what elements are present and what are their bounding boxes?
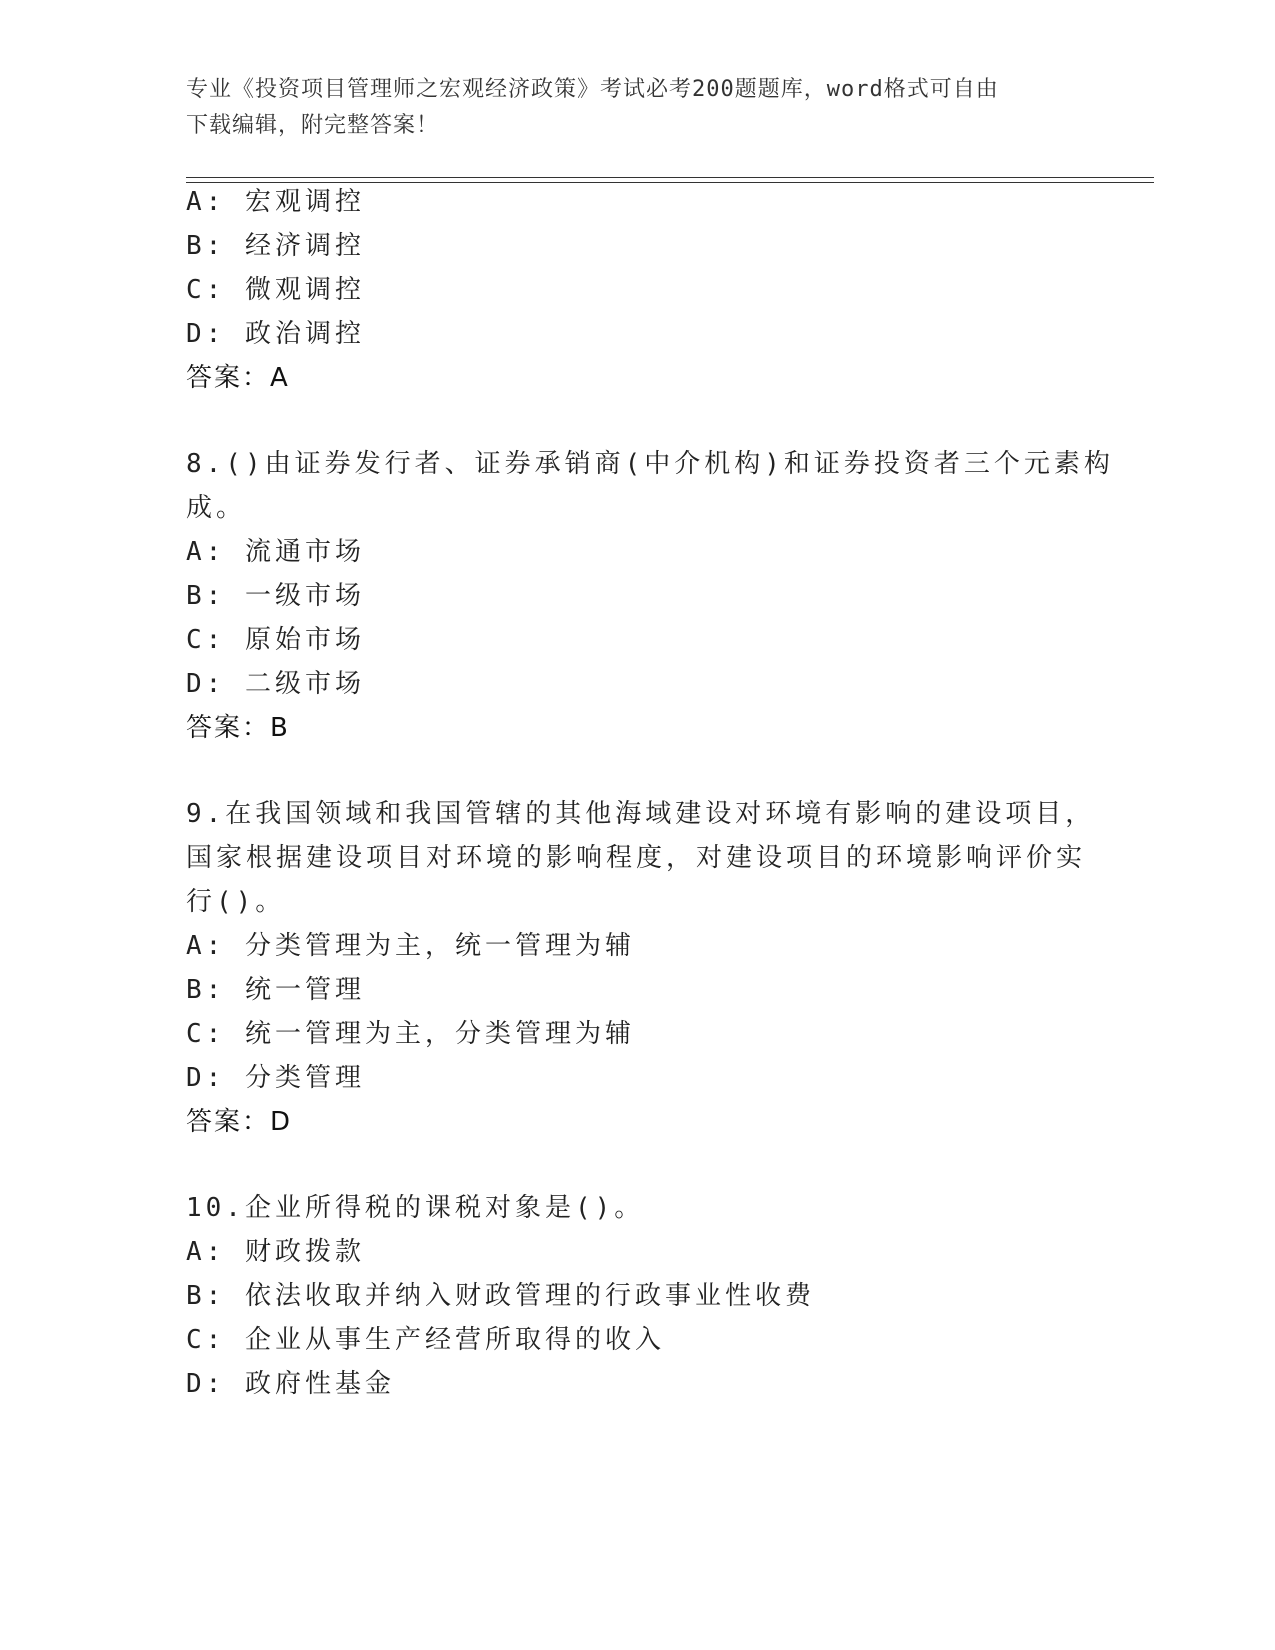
q8-option-c: C: 原始市场 (186, 625, 365, 655)
q10-option-b: B: 依法收取并纳入财政管理的行政事业性收费 (186, 1281, 815, 1311)
q7-option-d: D: 政治调控 (186, 319, 365, 349)
q9-stem-line-1: 9.在我国领域和我国管辖的其他海域建设对环境有影响的建设项目， (186, 799, 1096, 829)
q7-option-b: B: 经济调控 (186, 231, 365, 261)
q7-answer: 答案：A (186, 363, 290, 393)
q10-option-a: A: 财政拨款 (186, 1237, 365, 1267)
q8-stem-line-2: 成。 (186, 493, 247, 523)
header-divider-bottom (186, 182, 1154, 183)
q9-option-b: B: 统一管理 (186, 975, 365, 1005)
q10-option-c: C: 企业从事生产经营所取得的收入 (186, 1325, 665, 1355)
q8-option-a: A: 流通市场 (186, 537, 365, 567)
q8-option-b: B: 一级市场 (186, 581, 365, 611)
q9-stem-line-2: 国家根据建设项目对环境的影响程度，对建设项目的环境影响评价实 (186, 843, 1087, 873)
q9-stem-line-3: 行()。 (186, 887, 286, 917)
document-header (186, 72, 1086, 144)
q10-stem-line-1: 10.企业所得税的课税对象是()。 (186, 1193, 645, 1223)
q8-answer: 答案：B (186, 713, 290, 743)
q9-option-a: A: 分类管理为主，统一管理为辅 (186, 931, 635, 961)
q9-option-c: C: 统一管理为主，分类管理为辅 (186, 1019, 635, 1049)
header-line-2: 下载编辑，附完整答案！ (186, 113, 440, 138)
q7-option-c: C: 微观调控 (186, 275, 365, 305)
header-divider-top (186, 177, 1154, 178)
q9-option-d: D: 分类管理 (186, 1063, 365, 1093)
q7-option-a: A: 宏观调控 (186, 187, 365, 217)
q8-stem-line-1: 8.()由证券发行者、证券承销商(中介机构)和证券投资者三个元素构 (186, 449, 1114, 479)
q10-option-d: D: 政府性基金 (186, 1369, 395, 1399)
q8-option-d: D: 二级市场 (186, 669, 365, 699)
header-line-1: 专业《投资项目管理师之宏观经济政策》考试必考200题题库，word格式可自由 (186, 77, 999, 102)
q9-answer: 答案：D (186, 1107, 293, 1137)
